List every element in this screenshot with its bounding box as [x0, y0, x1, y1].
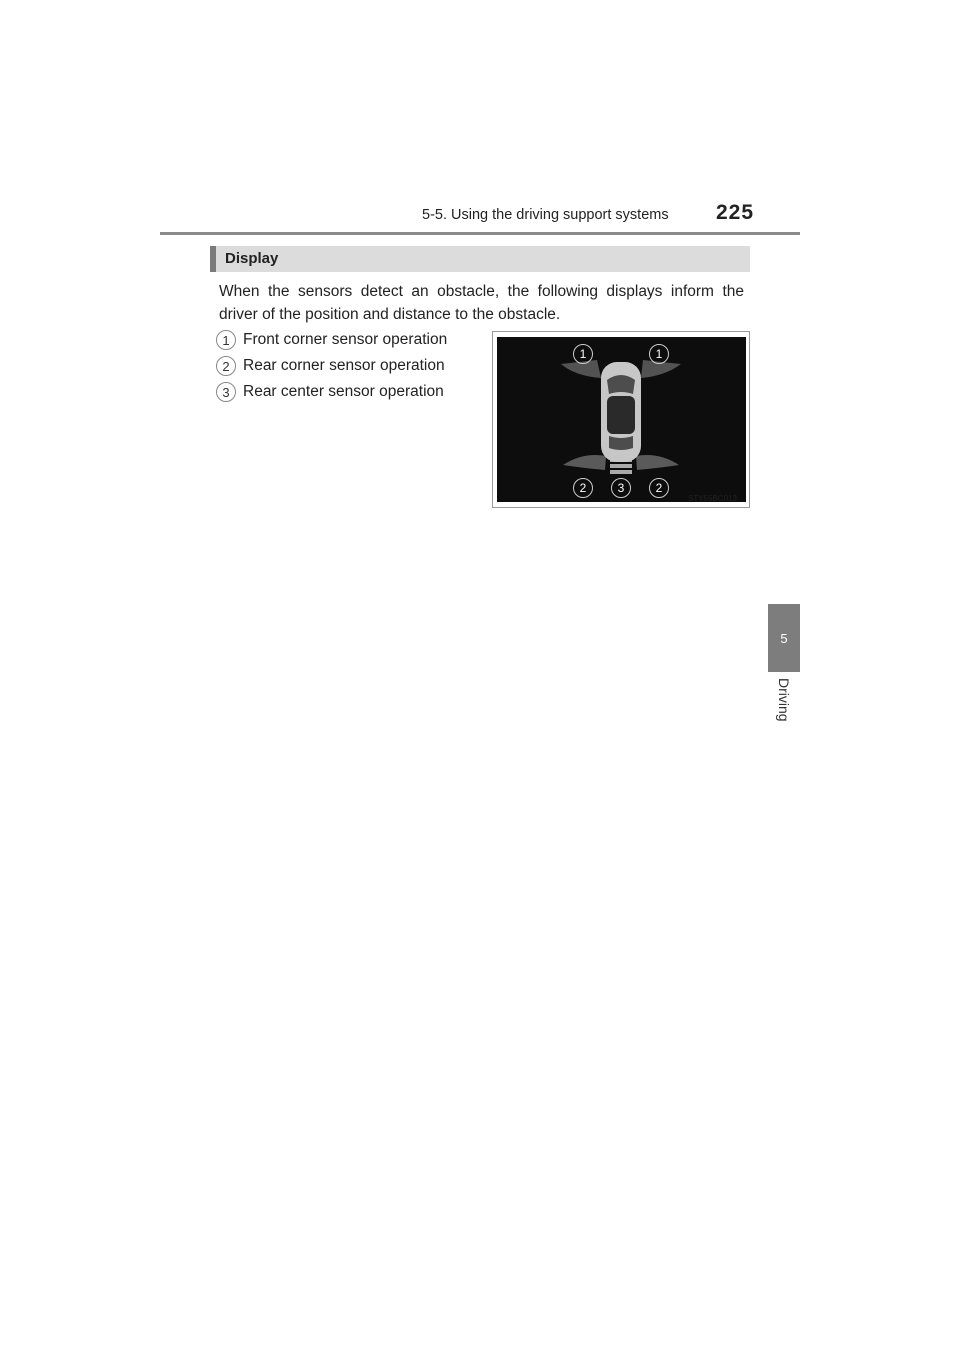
- chapter-number: 5: [780, 630, 788, 646]
- display-heading: [210, 246, 750, 272]
- callout-1-left: 1: [573, 344, 593, 364]
- car-roof: [607, 396, 635, 434]
- page-number: 225: [716, 201, 755, 224]
- car-windshield: [607, 375, 635, 394]
- list-number: 2: [216, 356, 236, 376]
- rear-center-bar: [610, 464, 632, 468]
- list-text: Rear center sensor operation: [243, 383, 444, 400]
- list-number: 3: [216, 382, 236, 402]
- figure-code: STY55BC013: [688, 494, 737, 503]
- section-title: 5-5. Using the driving support systems: [422, 207, 669, 223]
- callout-3-center: 3: [611, 478, 631, 498]
- callout-1-right: 1: [649, 344, 669, 364]
- car-rear-window: [609, 436, 633, 450]
- chapter-label: Driving: [776, 678, 792, 722]
- chapter-tab: [768, 604, 800, 672]
- sensor-display-figure: [492, 331, 750, 508]
- intro-paragraph: When the sensors detect an obstacle, the following displays inform the driver of the position and distance to the obstacle.: [219, 283, 744, 323]
- callout-2-right: 2: [649, 478, 669, 498]
- list-text: Rear corner sensor operation: [243, 357, 445, 374]
- list-number: 1: [216, 330, 236, 350]
- rear-center-bar: [610, 470, 632, 474]
- display-heading-text: Display: [225, 250, 279, 267]
- list-text: Front corner sensor operation: [243, 331, 448, 348]
- header-divider: [160, 232, 800, 235]
- callout-2-left: 2: [573, 478, 593, 498]
